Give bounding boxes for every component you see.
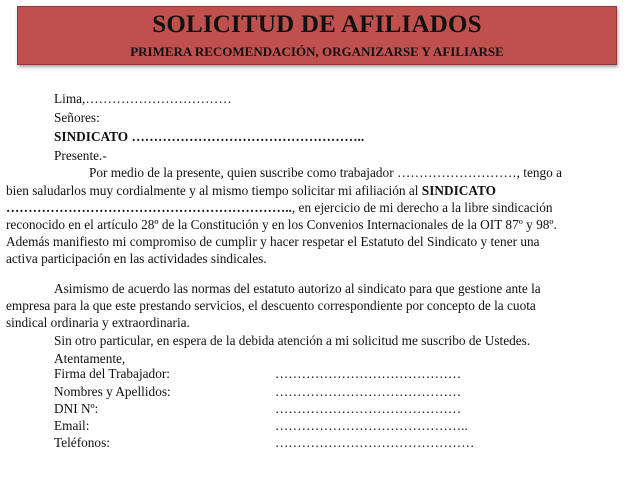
paragraph-3: Sin otro particular, en espera de la debida atención a mi solicitud me suscribo de Ustedes. <box>54 333 531 348</box>
paragraph-1-line-2-text: bien saludarlos muy cordialmente y al mismo tiempo solicitar mi afiliación al <box>6 183 422 198</box>
page-title: SOLICITUD DE AFILIADOS <box>152 11 482 38</box>
union-keyword: SINDICATO <box>421 183 496 198</box>
salutation: Señores: <box>54 110 100 125</box>
paragraph-1-line-3-text: , en ejercicio de mi derecho a la libre sindicación <box>291 200 553 215</box>
field-blank-line: ……………………………………… <box>275 435 475 450</box>
paragraph-1-line-1: Por medio de la presente, quien suscribe como trabajador ………………………, tengo a <box>89 165 563 180</box>
field-label: Nombres y Apellidos: <box>54 384 171 399</box>
paragraph-2-line-2: empresa para la que este prestando servicios, el descuento correspondiente por concepto de la cuota <box>6 298 536 313</box>
field-label: Teléfonos: <box>54 435 110 450</box>
field-blank-line: …………………………………… <box>275 384 462 399</box>
paragraph-1-line-5: Además manifiesto mi compromiso de cumplir y hacer respetar el Estatuto del Sindicato y tener una <box>6 234 540 249</box>
field-blank-line: …………………………………….. <box>275 418 468 433</box>
field-label: DNI Nº: <box>54 401 99 416</box>
closing: Atentamente, <box>54 351 126 366</box>
presente-line: Presente.- <box>54 148 107 163</box>
paragraph-1-line-2 <box>6 182 496 199</box>
paragraph-2-line-1: Asimismo de acuerdo las normas del estatuto autorizo al sindicato para que gestione ante la <box>54 281 541 296</box>
field-blank-line: …………………………………… <box>275 401 462 416</box>
paragraph-2-line-3: sindical ordinaria y extraordinaria. <box>6 315 190 330</box>
paragraph-1-line-4: reconocido en el artículo 28º de la Constitución y en los Convenios Internacionales de la OIT 87º y 98º. <box>6 217 557 232</box>
field-label: Email: <box>54 418 90 433</box>
field-blank-line: …………………………………… <box>275 366 462 381</box>
union-name-blank: ……………………………………………………….. <box>6 200 292 215</box>
paragraph-1-line-3 <box>6 199 553 216</box>
field-label: Firma del Trabajador: <box>54 366 170 381</box>
union-name-line: SINDICATO …………………………………………….. <box>54 129 365 144</box>
paragraph-1-line-6: activa participación en las actividades sindicales. <box>6 251 267 266</box>
page-subtitle: PRIMERA RECOMENDACIÓN, ORGANIZARSE Y AFILIARSE <box>130 44 504 59</box>
place-date-line: Lima,…………………………… <box>54 91 232 106</box>
